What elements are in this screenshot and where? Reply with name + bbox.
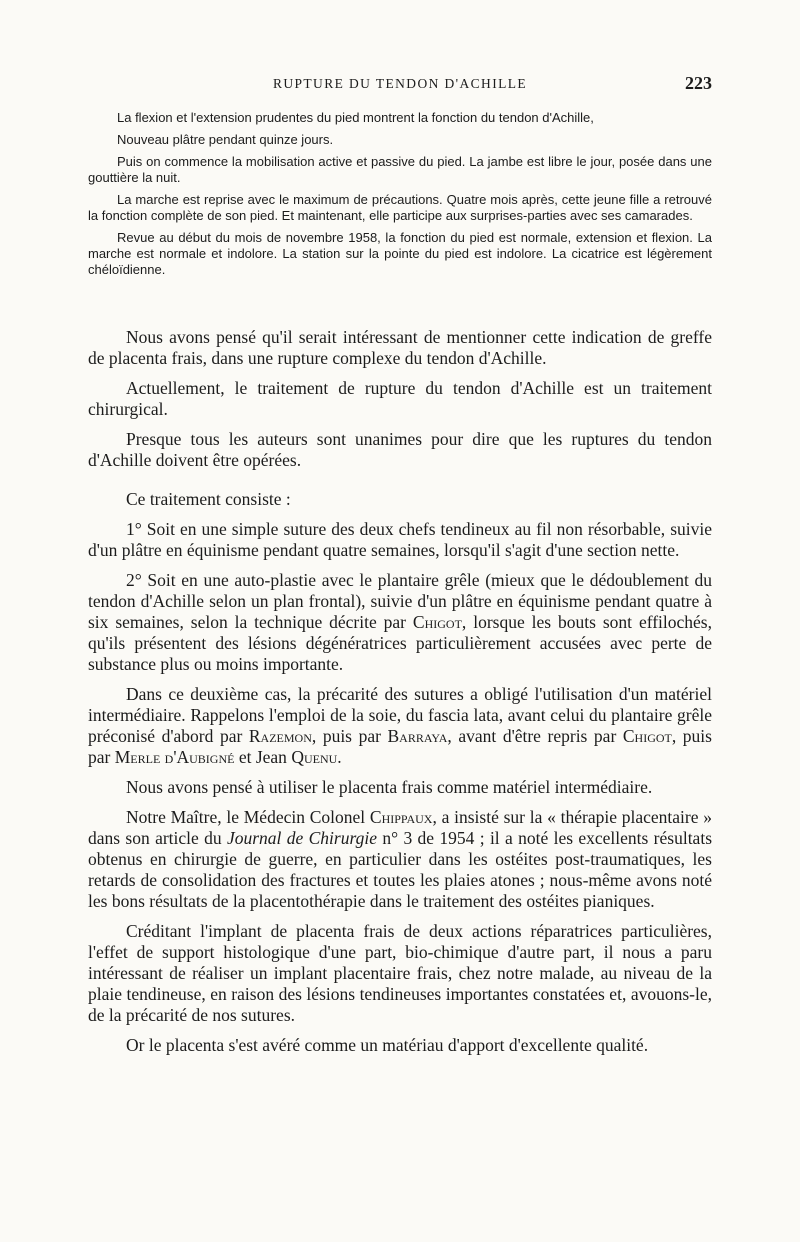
paragraph: Ce traitement consiste :: [126, 489, 291, 509]
text-run: n° 3 de 1954 ; il a noté les excellents résultats obtenus en chirurgie de guerre, en particulier dans les ostéites post-traumatiques, les retards de consolidation des fractures et toutes les plaies atones ; nous-même avons noté les bons résultats de la placentothérapie dans le traitement des ostéites pianiques.: [88, 828, 712, 911]
paragraph: [88, 807, 712, 912]
page-number: 223: [685, 73, 712, 93]
paragraph: Créditant l'implant de placenta frais de deux actions réparatrices particulières, l'effet de support histologique d'une part, bio-chimique d'autre part, il nous a paru intéressant de réaliser un implant placentaire frais, chez notre malade, au niveau de la plaie tendineuse, en raison des lésions tendineuses importantes constatées et, avouons-le, de la précarité de nos sutures.: [88, 921, 712, 1025]
author-name: Razemon: [248, 726, 312, 746]
author-name: Barraya: [387, 726, 448, 746]
paragraph: Or le placenta s'est avéré comme un matériau d'apport d'excellente qualité.: [126, 1035, 649, 1055]
running-head: [88, 73, 712, 96]
paragraph: [88, 684, 712, 768]
text-run: Dans ce deuxième cas, la précarité des sutures a obligé l'utilisation d'un matériel intermédiaire. Rappelons l'emploi de la soie, du fascia lata, avant celui du plantaire grêle préconisé d'abord par: [88, 684, 712, 746]
case-note: Revue au début du mois de novembre 1958, la fonction du pied est normale, extension et flexion. La marche est normale et indolore. La station sur la pointe du pied est indolore. La cicatrice est légèrement chéloïdienne.: [88, 230, 712, 277]
text-run: , puis par: [88, 726, 712, 767]
body-text: [88, 327, 712, 1065]
text-run: , puis par: [311, 726, 388, 746]
text-run: et Jean: [234, 747, 292, 767]
paragraph: 1° Soit en une simple suture des deux chefs tendineux au fil non résorbable, suivie d'un plâtre en équinisme pendant quatre semaines, lorsqu'il s'agit d'une section nette.: [88, 519, 712, 560]
author-name: Chigot: [622, 726, 672, 746]
case-note: Nouveau plâtre pendant quinze jours.: [117, 132, 334, 147]
paragraph: Nous avons pensé qu'il serait intéressant de mentionner cette indication de greffe de placenta frais, dans une rupture complexe du tendon d'Achille.: [88, 327, 712, 368]
paragraph: Presque tous les auteurs sont unanimes pour dire que les ruptures du tendon d'Achille doivent être opérées.: [88, 429, 712, 470]
text-run: , lorsque les bouts sont effilochés, qu'ils présentent des lésions dégénératrices particulièrement accusées avec perte de substance plus ou moins importante.: [88, 612, 712, 674]
case-notes: [88, 110, 712, 284]
paragraph: Nous avons pensé à utiliser le placenta frais comme matériel intermédiaire.: [126, 777, 653, 797]
paragraph: Actuellement, le traitement de rupture du tendon d'Achille est un traitement chirurgical.: [88, 378, 712, 419]
author-name: Merle d'Aubigné: [114, 747, 235, 767]
text-run: 2° Soit en une auto-plastie avec le plantaire grêle (mieux que le dédoublement du tendon d'Achille selon un plan frontal), suivie d'un plâtre en équinisme pendant quatre à six semaines, selon la technique décrite par: [88, 570, 712, 632]
case-note: La marche est reprise avec le maximum de précautions. Quatre mois après, cette jeune fille a retrouvé la fonction complète de son pied. Et maintenant, elle participe aux surprises-parties avec ses camarades.: [88, 192, 712, 223]
case-note: La flexion et l'extension prudentes du pied montrent la fonction du tendon d'Achille,: [117, 110, 594, 125]
author-name: Quenu: [291, 747, 338, 767]
text-run: , a insisté sur la « thérapie placentaire » dans son article du: [88, 807, 712, 848]
author-name: Chigot: [412, 612, 462, 632]
author-name: Chippaux: [369, 807, 433, 827]
text-run: Notre Maître, le Médecin Colonel: [126, 807, 370, 827]
text-run: , avant d'être repris par: [447, 726, 623, 746]
text-run: .: [337, 747, 342, 767]
paragraph: [88, 570, 712, 675]
running-title: RUPTURE DU TENDON D'ACHILLE: [272, 76, 528, 91]
case-note: Puis on commence la mobilisation active et passive du pied. La jambe est libre le jour, posée dans une gouttière la nuit.: [88, 154, 712, 185]
journal-title: Journal de Chirurgie: [226, 828, 378, 848]
